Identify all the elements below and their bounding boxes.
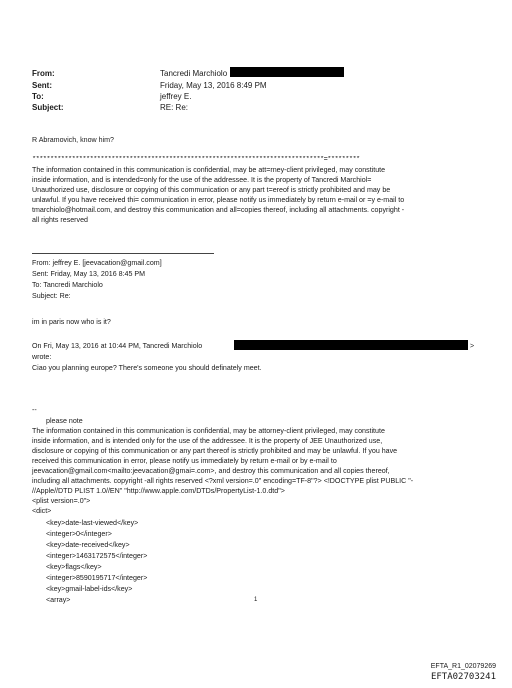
quoted-subject: Subject: Re: bbox=[32, 292, 71, 300]
disclaimer-line: received this communication in error, please notify us immediately by return e-mail or by e-mail to bbox=[32, 457, 337, 465]
redaction-box bbox=[230, 67, 344, 77]
disclaimer-line: jeevacation@gmail.com<mailto:jeevacation@gmai=.com>, and destroy this communication and all copies thereof, bbox=[32, 467, 390, 475]
plist-line: <integer>8590195717</integer> bbox=[46, 574, 148, 582]
on-line-end: > bbox=[470, 342, 475, 350]
page-number: 1 bbox=[254, 597, 258, 603]
redaction-box bbox=[234, 340, 468, 350]
disclaimer-line: <dict> bbox=[32, 507, 52, 515]
separator-stars: *********************************************************************************=********* bbox=[32, 156, 360, 164]
from-value: Tancredi Marchiolo bbox=[160, 69, 228, 78]
plist-line: <key>flags</key> bbox=[46, 563, 102, 571]
disclaimer-line: disclosure or copying of this communication or any part thereof is strictly prohibited and may be unlawful. If you have bbox=[32, 447, 398, 455]
plist-line: <integer>0</integer> bbox=[46, 530, 112, 538]
plist-line: <key>date-last-viewed</key> bbox=[46, 519, 139, 527]
disclaimer-line: //Apple//DTD PLIST 1.0//EN" "http://www.apple.com/DTDs/PropertyList-1.0.dtd"> bbox=[32, 487, 285, 495]
disclaimer-line: inside information, and is intended only for the use of the addressee. It is the property of JEE Unauthorized use, bbox=[32, 437, 383, 445]
subject-label: Subject: bbox=[32, 103, 64, 112]
quoted-sent: Sent: Friday, May 13, 2016 8:45 PM bbox=[32, 270, 146, 278]
signature-dashes: -- bbox=[32, 406, 37, 414]
bates-number-1: EFTA_R1_02079269 bbox=[430, 663, 496, 670]
disclaimer-line: including all attachments. copyright -all rights reserved <?xml version=.0" encoding=TF-8"?> <!DOCTYPE plist PUBLIC "- bbox=[32, 477, 414, 485]
disclaimer-line: Unauthorized use, disclosure or copying of this communication or any part t=ereof is strictly prohibited and may be bbox=[32, 186, 391, 194]
disclaimer-line: unlawful. If you have received thi= communication in error, please notify us immediately by return e-mail or =y e-mail to bbox=[32, 196, 405, 204]
quoted-from: From: jeffrey E. [jeevacation@gmail.com] bbox=[32, 259, 162, 267]
quoted-to: To: Tancredi Marchiolo bbox=[32, 281, 103, 289]
from-label: From: bbox=[32, 69, 55, 78]
message-body-3: Ciao you planning europe? There's someone you should definately meet. bbox=[32, 364, 262, 372]
plist-line: <key>gmail-label-ids</key> bbox=[46, 585, 133, 593]
sent-label: Sent: bbox=[32, 81, 52, 90]
plist-line: <integer>1463172575</integer> bbox=[46, 552, 148, 560]
message-body-2: im in paris now who is it? bbox=[32, 318, 111, 326]
quote-divider bbox=[32, 253, 214, 254]
sent-value: Friday, May 13, 2016 8:49 PM bbox=[160, 81, 267, 90]
plist-line: <array> bbox=[46, 596, 71, 604]
disclaimer-line: inside information, and is intended=only for the use of the addressee. It is the property of Tancredi Marchiol= bbox=[32, 176, 372, 184]
disclaimer-line: <plist version=.0"> bbox=[32, 497, 91, 505]
wrote-text: wrote: bbox=[32, 353, 52, 361]
message-body-1: R Abramovich, know him? bbox=[32, 136, 115, 144]
please-note: please note bbox=[46, 417, 83, 425]
bates-number-2: EFTA02703241 bbox=[430, 672, 496, 682]
disclaimer-line: The information contained in this communication is confidential, may be att=rney-client privileged, may constitute bbox=[32, 166, 386, 174]
on-line-text: On Fri, May 13, 2016 at 10:44 PM, Tancredi Marchiolo bbox=[32, 342, 203, 350]
disclaimer-line: all rights reserved bbox=[32, 216, 88, 224]
disclaimer-line: The information contained in this communication is confidential, may be attorney-client privileged, may constitute bbox=[32, 427, 385, 435]
to-label: To: bbox=[32, 92, 44, 101]
disclaimer-line: tmarchiolo@hotmail.com, and destroy this communication and all=copies thereof, including all attachments. copyright - bbox=[32, 206, 405, 214]
to-value: jeffrey E. bbox=[160, 92, 192, 101]
subject-value: RE: Re: bbox=[160, 103, 189, 112]
plist-line: <key>date-received</key> bbox=[46, 541, 130, 549]
